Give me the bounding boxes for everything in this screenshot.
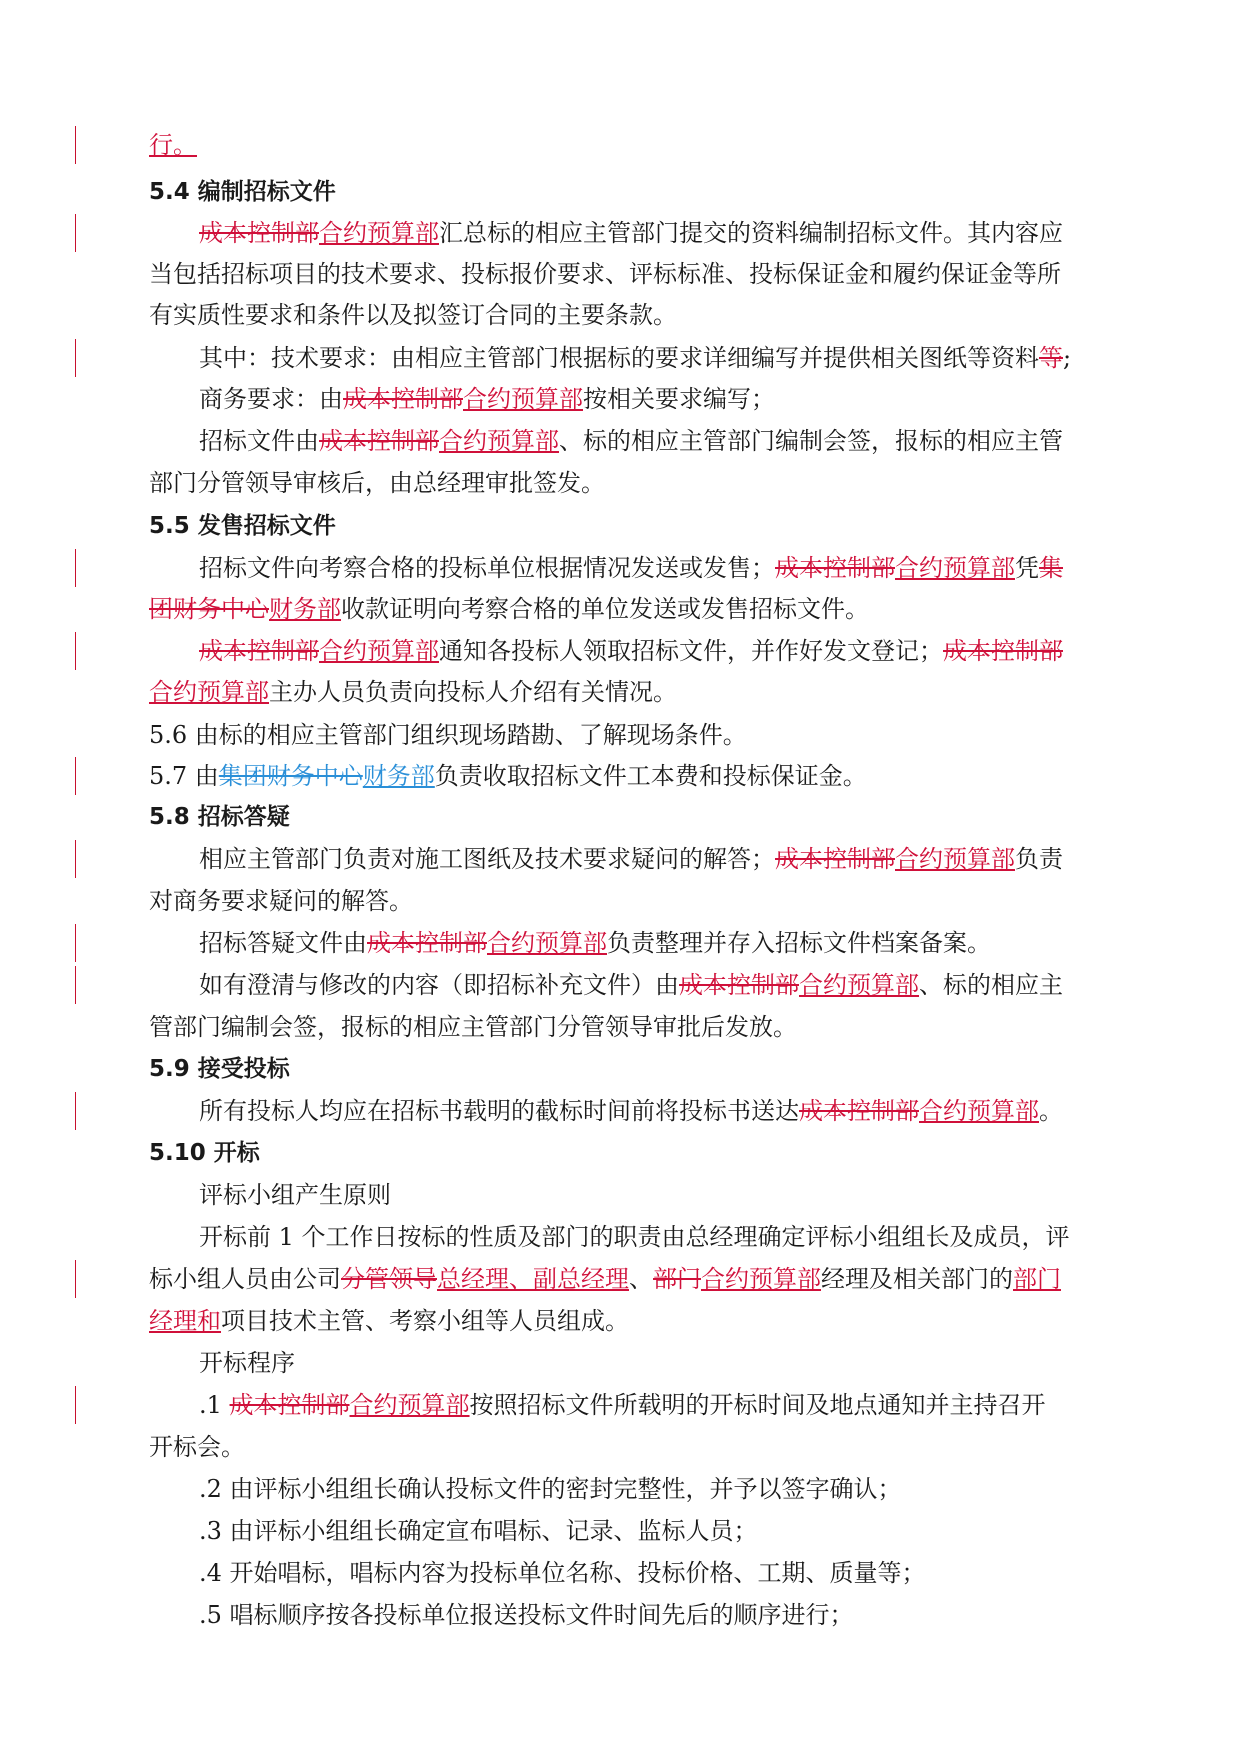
text-run: 5.7 由 [149,762,219,790]
text-run: 有实质性要求和条件以及拟签订合同的主要条款。 [149,301,677,329]
paragraph-line [149,842,1149,876]
inserted-text: 总经理、副总经理 [437,1265,629,1293]
paragraph-line [149,718,1099,752]
text-run: 所有投标人均应在招标书载明的截标时间前将投标书送达 [199,1097,799,1125]
text-run: 负责整理并存入招标文件档案备案。 [607,929,991,957]
paragraph-line [149,1388,1149,1422]
deleted-text: 集 [1039,554,1063,582]
text-run: 经理及相关部门的 [821,1265,1013,1293]
paragraph-line [149,551,1149,585]
section-heading [149,509,1099,543]
text-run: 、标的相应主 [919,971,1063,999]
inserted-text: 合约预算部 [799,971,919,999]
text-run: ; [1063,344,1072,372]
text-run: 如有澄清与修改的内容（即招标补充文件）由 [199,971,679,999]
deleted-text: 成本控制部 [943,637,1063,665]
text-run: .3 由评标小组组长确定宣布唱标、记录、监标人员； [199,1517,758,1545]
text-run: 部门分管领导审核后，由总经理审批签发。 [149,469,605,497]
text-run: 5.9 接受投标 [149,1056,290,1082]
text-run: 按照招标文件所载明的开标时间及地点通知并主持召开 [469,1391,1046,1419]
inserted-text: 合约预算部 [701,1265,821,1293]
deleted-text: 成本控制部 [775,554,895,582]
paragraph-line [149,1556,1149,1590]
text-run: 标小组人员由公司 [149,1265,341,1293]
deleted-text: 成本控制部 [799,1097,919,1125]
deleted-text: 成本控制部 [199,637,319,665]
paragraph-line [149,1346,1149,1380]
text-run: 相应主管部门负责对施工图纸及技术要求疑问的解答； [199,845,775,873]
section-heading [149,800,1099,834]
inserted-text: 经理和 [149,1307,221,1335]
text-run: 开标会。 [149,1433,245,1461]
deleted-text: 成本控制部 [775,845,895,873]
paragraph-line [149,968,1149,1002]
text-run: 5.4 编制招标文件 [149,179,336,205]
text-run: 凭 [1015,554,1039,582]
paragraph-line [149,759,1099,793]
inserted-text: 合约预算部 [349,1391,470,1419]
inserted-text: 部门 [1013,1265,1061,1293]
paragraph-line [149,341,1149,375]
change-bar [75,1092,76,1130]
text-run: 汇总标的相应主管部门提交的资料编制招标文件。其内容应 [439,219,1063,247]
text-run: 。 [1039,1097,1063,1125]
paragraph-line [149,216,1149,250]
inserted-text: 财务部 [362,762,435,790]
deleted-text: 成本控制部 [319,427,439,455]
inserted-text: 合约预算部 [319,637,439,665]
text-run: .4 开始唱标，唱标内容为投标单位名称、投标价格、工期、质量等； [199,1559,926,1587]
text-run: 其中：技术要求：由相应主管部门根据标的要求详细编写并提供相关图纸等资料 [199,344,1039,372]
text-run: 按相关要求编写； [583,385,775,413]
paragraph-line [149,424,1149,458]
paragraph-line [149,1514,1149,1548]
inserted-text: 合约预算部 [463,385,583,413]
text-run: 、 [629,1265,653,1293]
paragraph-line [149,128,1099,162]
change-bar [75,1260,76,1298]
paragraph-line [149,675,1099,709]
change-bar [75,339,76,377]
text-run: 当包括招标项目的技术要求、投标报价要求、评标标准、投标保证金和履约保证金等所 [149,260,1061,288]
paragraph-line [149,1430,1099,1464]
text-run: .5 唱标顺序按各投标单位报送投标文件时间先后的顺序进行； [199,1601,854,1629]
text-run: 5.8 招标答疑 [149,804,290,830]
text-run: 商务要求：由 [199,385,343,413]
inserted-text: 合约预算部 [439,427,559,455]
change-bar [75,214,76,252]
inserted-text: 合约预算部 [895,554,1015,582]
deleted-text: 成本控制部 [343,385,463,413]
paragraph-line [149,1472,1149,1506]
paragraph-line [149,382,1149,416]
paragraph-line [149,298,1099,332]
text-run: 招标文件由 [199,427,319,455]
change-bar [75,549,76,587]
change-bar [75,840,76,878]
inserted-text: 财务部 [269,595,341,623]
paragraph-line [149,1010,1099,1044]
deleted-text: 成本控制部 [367,929,487,957]
paragraph-line [149,926,1149,960]
text-run: 对商务要求疑问的解答。 [149,887,413,915]
paragraph-line [149,1178,1149,1212]
text-run: .2 由评标小组组长确认投标文件的密封完整性，并予以签字确认； [199,1475,902,1503]
text-run: 收款证明向考察合格的单位发送或发售招标文件。 [341,595,869,623]
text-run: 招标答疑文件由 [199,929,367,957]
deleted-text: 成本控制部 [229,1391,350,1419]
paragraph-line [149,634,1149,668]
text-run: 评标小组产生原则 [199,1181,391,1209]
paragraph-line [149,466,1099,500]
change-bar [75,632,76,670]
paragraph-line [149,884,1099,918]
deleted-text: 成本控制部 [199,219,319,247]
text-run: 项目技术主管、考察小组等人员组成。 [221,1307,629,1335]
deleted-text: 团财务中心 [149,595,269,623]
section-heading [149,1136,1099,1170]
inserted-text: 合约预算部 [919,1097,1039,1125]
change-bar [75,966,76,1004]
deleted-text: 部门 [653,1265,701,1293]
paragraph-line [149,1304,1099,1338]
paragraph-line [149,592,1099,626]
change-bar [75,924,76,962]
text-run: 主办人员负责向投标人介绍有关情况。 [269,678,677,706]
text-run: 管部门编制会签，报标的相应主管部门分管领导审批后发放。 [149,1013,797,1041]
deleted-text: 等 [1039,344,1063,372]
change-bar [75,1386,76,1424]
text-run: 招标文件向考察合格的投标单位根据情况发送或发售； [199,554,775,582]
section-heading [149,1052,1099,1086]
section-heading [149,175,1099,209]
paragraph-line [149,1220,1149,1254]
text-run: 负责收取招标文件工本费和投标保证金。 [434,762,867,790]
inserted-text: 合约预算部 [487,929,607,957]
text-run: 通知各投标人领取招标文件，并作好发文登记； [439,637,943,665]
deleted-text: 成本控制部 [679,971,799,999]
text-run: 开标前 1 个工作日按标的性质及部门的职责由总经理确定评标小组组长及成员，评 [199,1223,1070,1251]
change-bar [75,757,76,795]
text-run: 5.5 发售招标文件 [149,513,336,539]
change-bar [75,126,76,164]
inserted-text: 合约预算部 [319,219,439,247]
text-run: 5.10 开标 [149,1140,260,1166]
inserted-text: 合约预算部 [149,678,269,706]
paragraph-line [149,257,1099,291]
inserted-text: 合约预算部 [895,845,1015,873]
text-run: 、标的相应主管部门编制会签，报标的相应主管 [559,427,1063,455]
paragraph-line [149,1598,1149,1632]
deleted-text: 分管领导 [341,1265,437,1293]
text-run: 5.6 由标的相应主管部门组织现场踏勘、了解现场条件。 [149,721,747,749]
paragraph-line [149,1094,1149,1128]
text-run: 负责 [1015,845,1063,873]
inserted-text: 行。 [149,131,197,159]
text-run: .1 [199,1391,230,1419]
paragraph-line [149,1262,1099,1296]
text-run: 开标程序 [199,1349,295,1377]
deleted-text: 集团财务中心 [218,762,363,790]
